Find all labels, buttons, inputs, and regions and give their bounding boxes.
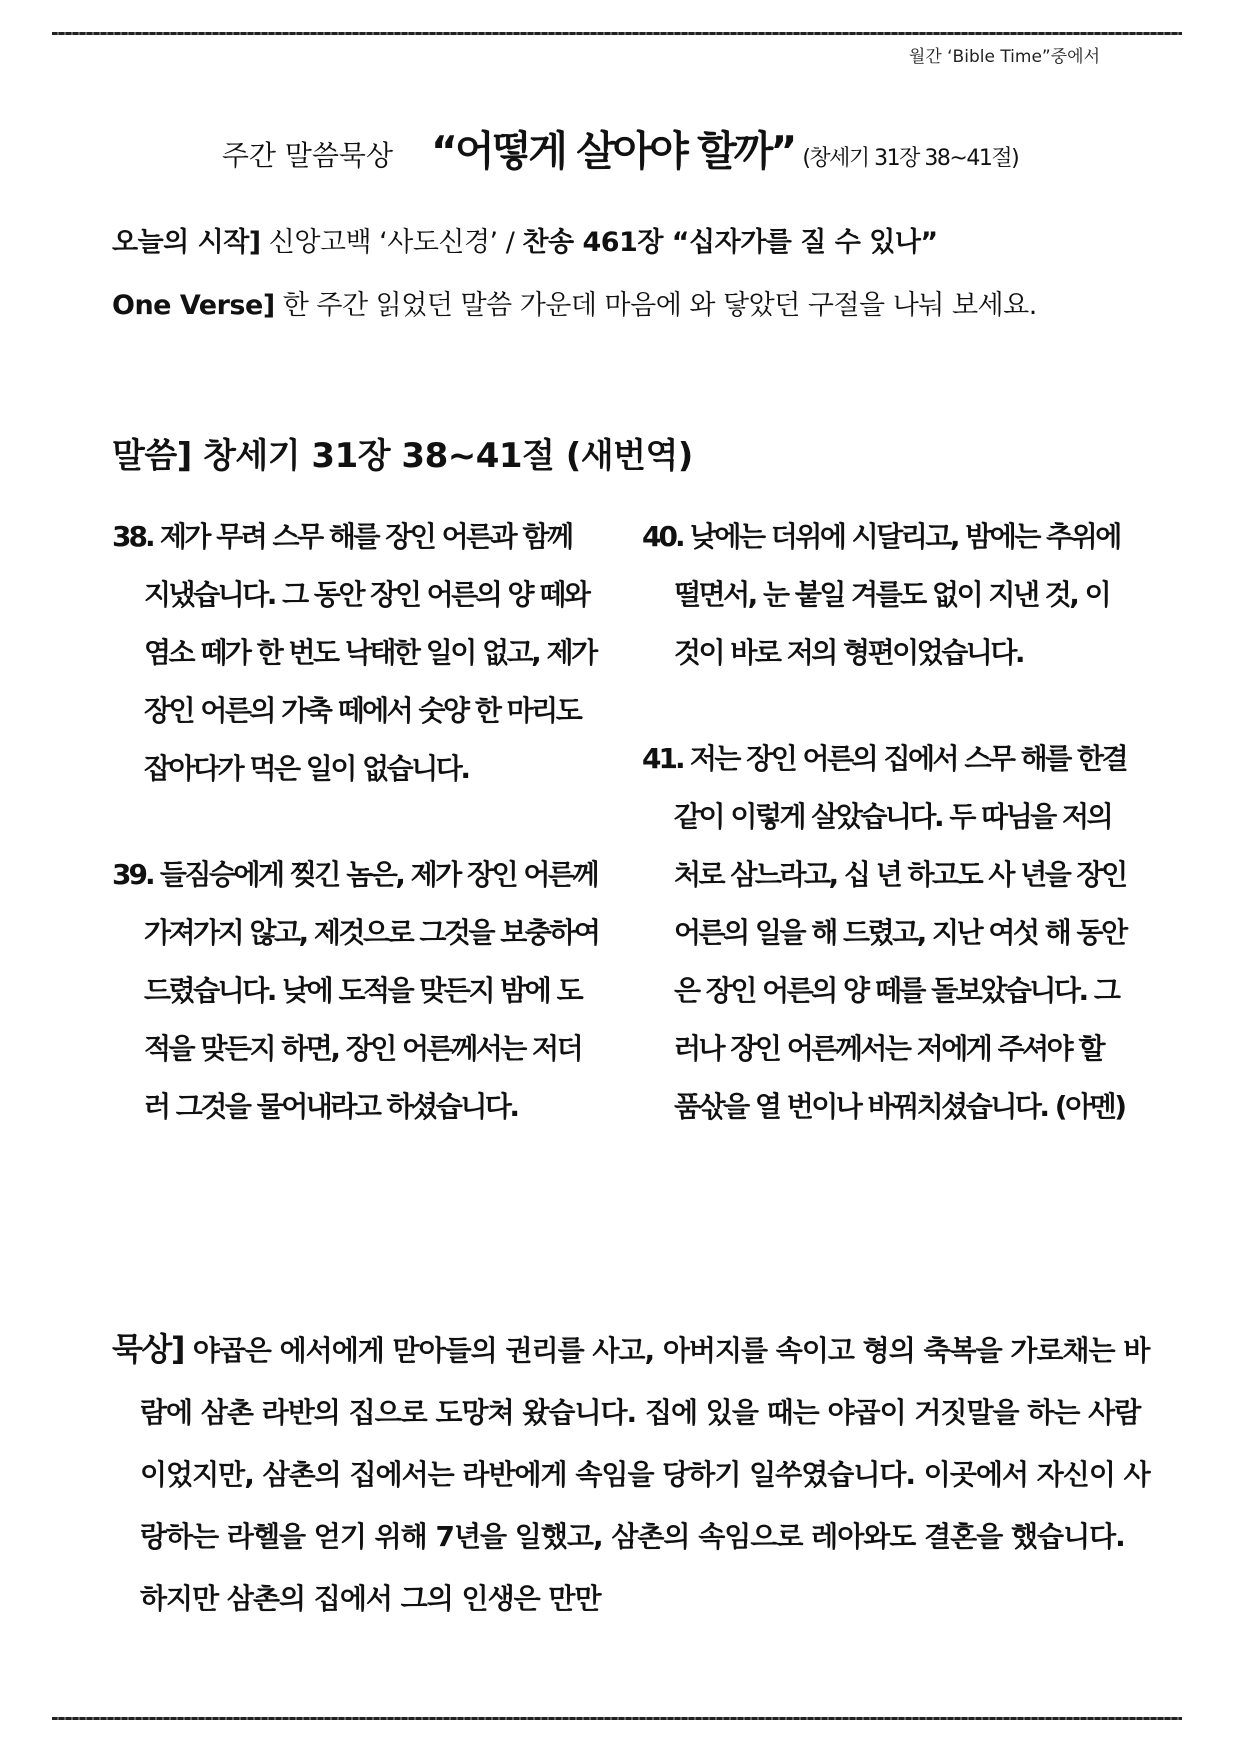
verse-number: 38. (112, 520, 153, 553)
verse-41 (642, 730, 1132, 1136)
hymn-text: 찬송 461장 “십자가를 질 수 있나” (522, 227, 938, 258)
intro-start-line (112, 220, 938, 259)
one-verse-text: 한 주간 읽었던 말씀 가운데 마음에 와 닿았던 구절을 나눠 보세요. (274, 290, 1037, 321)
verse-40 (642, 508, 1132, 682)
verse-text: 제가 무려 스무 해를 장인 어른과 함께 지냈습니다. 그 동안 장인 어른의 양 떼와 염소 떼가 한 번도 낙태한 일이 없고, 제가 장인 어른의 가축 떼에서 숫양 한 마리도 잡아다가 먹은 일이 없습니다. (144, 520, 596, 785)
start-label: 오늘의 시작] (112, 227, 261, 258)
source-note: 월간 ‘Bible Time”중에서 (908, 47, 1100, 67)
title-main: “어떻게 살아야 할까” (431, 127, 795, 175)
one-verse-label: One Verse] (112, 290, 275, 321)
verse-text: 저는 장인 어른의 집에서 스무 해를 한결같이 이렇게 살았습니다. 두 따님을 저의 처로 삼느라고, 십 년 하고도 사 년을 장인 어른의 일을 해 드렸고, 지난 여섯 해 동안은 장인 어른의 양 떼를 돌보았습니다. 그러나 장인 어른께서는 저에게 주셔야 할 품삯을 열 번이나 바꿔치셨습니다. (아멘) (674, 742, 1127, 1123)
meditation-text: 야곱은 에서에게 맏아들의 권리를 사고, 아버지를 속이고 형의 축복을 가로채는 바람에 삼촌 라반의 집으로 도망쳐 왔습니다. 집에 있을 때는 야곱이 거짓말을 하는 사람이었지만, 삼촌의 집에서는 라반에게 속임을 당하기 일쑤였습니다. 이곳에서 자신이 사랑하는 라헬을 얻기 위해 7년을 일했고, 삼촌의 속임으로 레아와도 결혼을 했습니다. 하지만 삼촌의 집에서 그의 인생은 만만 (140, 1334, 1150, 1615)
start-text: 신앙고백 ‘사도신경’ / (260, 227, 523, 258)
verse-number: 41. (642, 742, 683, 775)
verse-number: 39. (112, 858, 153, 891)
verse-39 (112, 846, 602, 1136)
top-divider (52, 32, 1182, 35)
bottom-divider (52, 1717, 1182, 1720)
page-title (0, 118, 1240, 177)
scripture-column-left (112, 508, 602, 1184)
verse-number: 40. (642, 520, 683, 553)
verse-text: 들짐승에게 찢긴 놈은, 제가 장인 어른께 가져가지 않고, 제것으로 그것을 보충하여 드렸습니다. 낮에 도적을 맞든지 밤에 도적을 맞든지 하면, 장인 어른께서는 저더러 그것을 물어내라고 하셨습니다. (144, 858, 599, 1123)
verse-text: 낮에는 더위에 시달리고, 밤에는 추위에 떨면서, 눈 붙일 겨를도 없이 지낸 것, 이것이 바로 저의 형편이었습니다. (674, 520, 1120, 669)
scripture-column-right (642, 508, 1132, 1184)
verse-38 (112, 508, 602, 798)
one-verse-line (112, 283, 1037, 322)
title-label: 주간 말씀묵상 (221, 139, 394, 172)
meditation-label: 묵상] (112, 1330, 184, 1368)
title-reference: (창세기 31장 38~41절) (802, 146, 1019, 171)
scripture-heading: 말씀] 창세기 31장 38~41절 (새번역) (112, 436, 693, 476)
meditation-paragraph (112, 1318, 1150, 1630)
